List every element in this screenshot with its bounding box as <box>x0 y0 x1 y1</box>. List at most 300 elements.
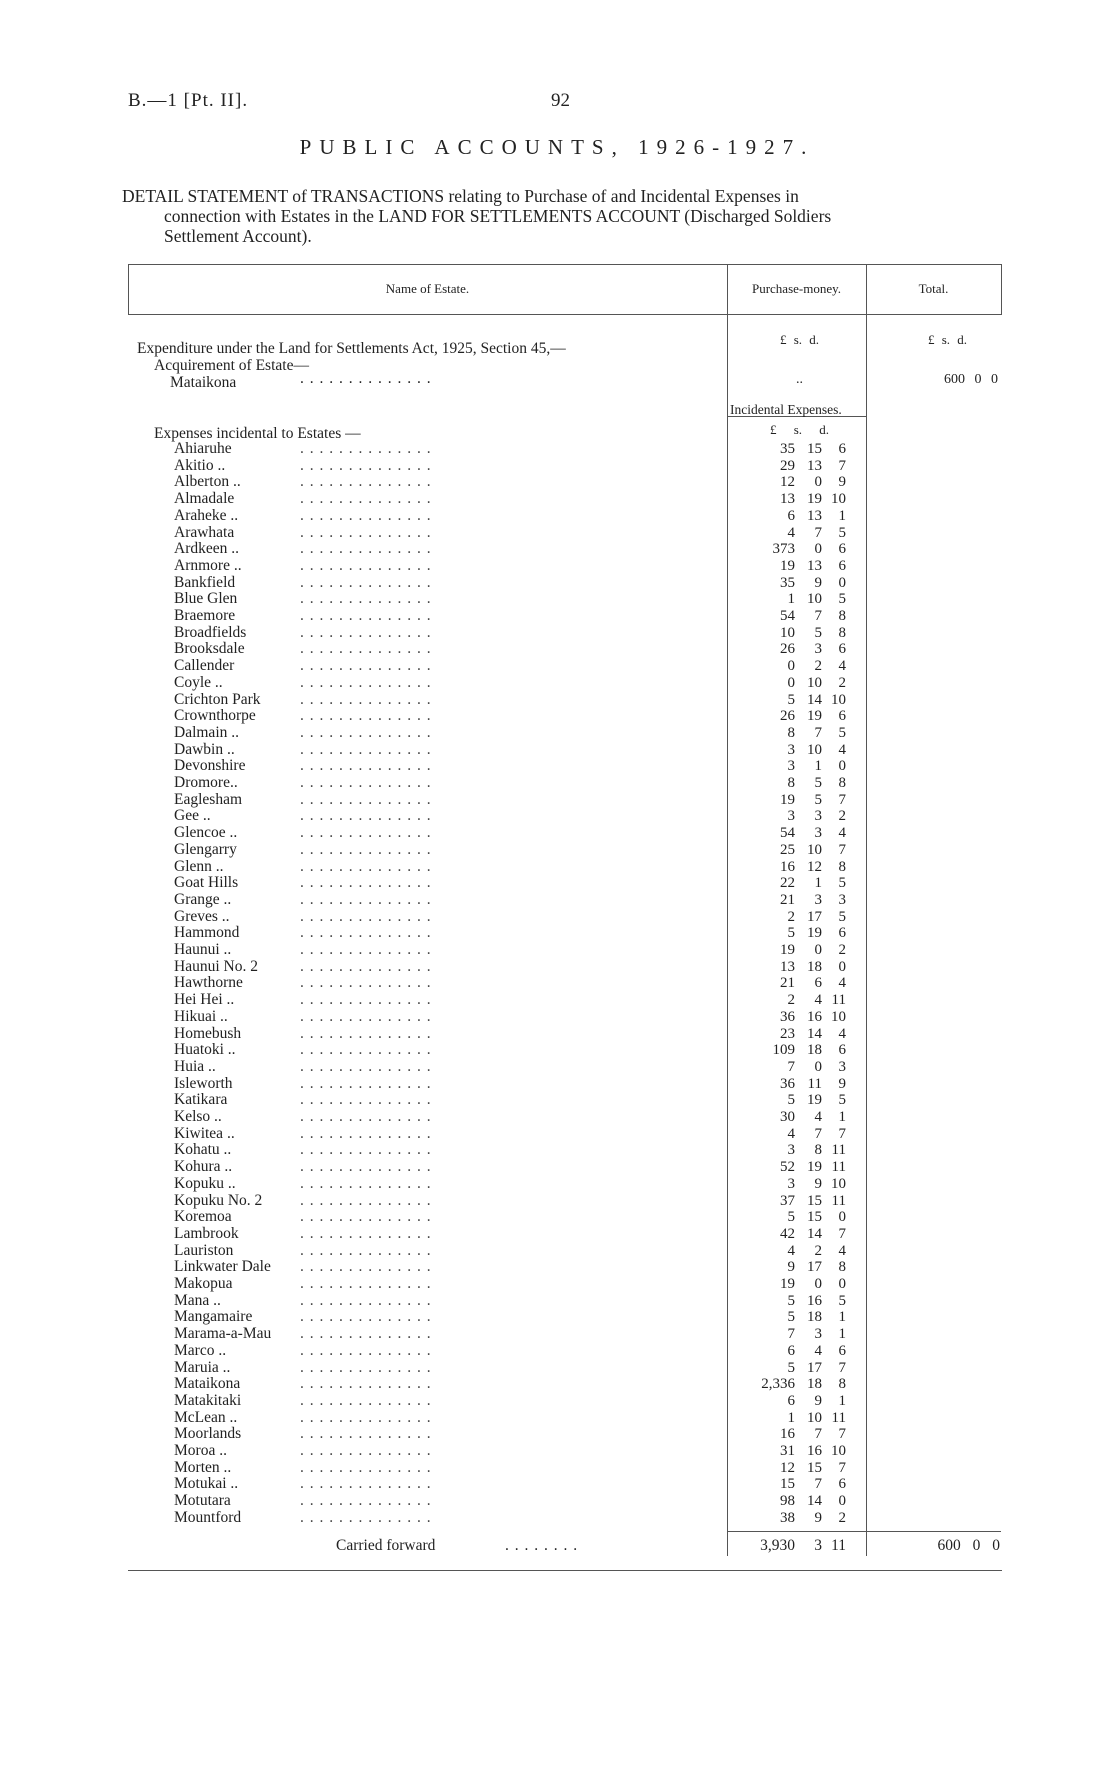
incidental-amount <box>740 525 860 542</box>
amount-pence: 6 <box>838 641 846 658</box>
leader-dots: . . . . . . . . . . . . . . <box>300 1493 432 1510</box>
table-row <box>0 474 1114 491</box>
incidental-amount <box>740 808 860 825</box>
leader-dots: . . . . . . . . . . . . . . <box>300 457 432 474</box>
table-row <box>0 959 1114 976</box>
amount-pence: 7 <box>838 1225 846 1242</box>
table-row <box>0 575 1114 592</box>
amount-pounds: 9 <box>787 1259 795 1276</box>
leader-dots: . . . . . . . . . . . . . . <box>300 1125 432 1142</box>
leader-dots: . . . . . . . . . . . . . . <box>300 1259 432 1276</box>
amount-shillings: 3 <box>814 891 822 908</box>
incidental-amount <box>740 942 860 959</box>
table-row <box>0 1009 1114 1026</box>
amount-shillings: 12 <box>807 858 822 875</box>
estate-name: Moorlands <box>174 1425 242 1443</box>
amount-pounds: 0 <box>787 674 795 691</box>
leader-dots: . . . . . . . . . . . . . . <box>300 775 432 791</box>
amount-pounds: 35 <box>780 574 795 591</box>
amount-shillings: 14 <box>807 1025 822 1042</box>
incidental-amount <box>740 1309 860 1326</box>
estate-name: Araheke .. <box>174 506 239 524</box>
table-row <box>0 458 1114 475</box>
table-row <box>0 1343 1114 1360</box>
leader-dots: . . . . . . . . . . . . . . <box>300 724 432 741</box>
table-row <box>0 1460 1114 1477</box>
amount-pounds: 373 <box>772 541 795 558</box>
incidental-title: Expenses incidental to Estates — <box>154 425 361 442</box>
table-row <box>0 808 1114 825</box>
amount-pounds: 1 <box>787 1409 795 1426</box>
incidental-amount <box>740 1460 860 1477</box>
incidental-amount <box>740 1059 860 1076</box>
incidental-amount <box>740 1226 860 1243</box>
amount-pence: 6 <box>838 557 846 574</box>
amount-pence: 9 <box>838 474 846 491</box>
amount-pounds: 19 <box>780 557 795 574</box>
page-number: 92 <box>551 90 570 111</box>
acquirement-purchase: .. <box>796 372 803 387</box>
amount-pounds: 26 <box>780 641 795 658</box>
leader-dots: . . . . . . . . . . . . . . <box>300 1008 432 1025</box>
leader-dots: . . . . . . . . . . . . . . <box>300 1092 432 1109</box>
table-row <box>0 1426 1114 1443</box>
amount-shillings: 14 <box>807 1225 822 1242</box>
estate-name: Isleworth <box>174 1074 233 1092</box>
leader-dots: . . . . . . . . . . . . . . <box>300 507 432 524</box>
table-row <box>0 1326 1114 1343</box>
amount-pence: 4 <box>838 658 846 675</box>
table-row <box>0 708 1114 725</box>
amount-pounds: 5 <box>787 1292 795 1309</box>
amount-shillings: 6 <box>814 975 822 992</box>
incidental-amount <box>740 825 860 842</box>
estate-name: Brooksdale <box>174 640 245 658</box>
leader-dots: . . . . . . . . . . . . . . <box>300 1025 432 1042</box>
amount-shillings: 10 <box>807 1409 822 1426</box>
table-row <box>0 842 1114 859</box>
table-row <box>0 1243 1114 1260</box>
table-row <box>0 1410 1114 1427</box>
estate-name: Braemore <box>174 607 236 624</box>
table-row <box>0 1226 1114 1243</box>
incidental-amount <box>740 1343 860 1360</box>
amount-pounds: 36 <box>780 1008 795 1025</box>
estate-name: Broadfields <box>174 623 247 641</box>
column-header-purchase: Purchase-money. <box>751 281 842 296</box>
leader-dots: . . . . . . . . . . . . . . <box>300 925 432 942</box>
carried-forward-pence: 11 <box>831 1537 846 1554</box>
amount-pounds: 4 <box>787 524 795 541</box>
amount-pounds: 2 <box>787 908 795 925</box>
incidental-amount <box>740 725 860 742</box>
leader-dots: . . . . . . . . . . . . . . <box>300 1109 432 1125</box>
amount-shillings: 7 <box>814 608 822 624</box>
amount-pounds: 19 <box>780 1276 795 1292</box>
incidental-amount <box>740 1276 860 1293</box>
amount-shillings: 5 <box>814 791 822 808</box>
amount-shillings: 15 <box>807 1192 822 1209</box>
acquirement-total: 600 0 0 <box>944 372 998 387</box>
estate-name: Akitio .. <box>174 456 226 474</box>
amount-pence: 5 <box>838 875 846 892</box>
leader-dots: . . . . . . . . . . . . . . <box>300 1359 432 1376</box>
estate-name: Homebush <box>174 1024 242 1042</box>
incidental-amount <box>740 1109 860 1126</box>
estate-name: Mana .. <box>174 1291 221 1309</box>
incidental-amount <box>740 1209 860 1226</box>
amount-pence: 11 <box>831 1142 846 1159</box>
incidental-amount <box>740 909 860 926</box>
document-reference: B.—1 [Pt. II]. <box>128 90 249 111</box>
amount-pounds: 16 <box>780 1426 795 1443</box>
amount-shillings: 3 <box>814 641 822 658</box>
estate-name: Haunui No. 2 <box>174 957 258 975</box>
incidental-amount <box>740 658 860 675</box>
estate-name: Blue Glen <box>174 590 238 608</box>
leader-dots: . . . . . . . . . . . . . . <box>300 1292 432 1309</box>
amount-shillings: 13 <box>807 457 822 474</box>
incidental-amount <box>740 1360 860 1377</box>
amount-shillings: 16 <box>807 1292 822 1309</box>
table-row <box>0 1159 1114 1176</box>
amount-pence: 0 <box>838 758 846 775</box>
leader-dots: . . . . . . . . . . . . . . <box>300 474 432 491</box>
table-top-rule <box>128 264 1002 265</box>
amount-pence: 8 <box>838 775 846 791</box>
table-row <box>0 1276 1114 1293</box>
amount-shillings: 1 <box>814 875 822 892</box>
amount-pounds: 35 <box>780 441 795 457</box>
amount-shillings: 3 <box>814 825 822 842</box>
table-row <box>0 1510 1114 1527</box>
incidental-amount <box>740 758 860 775</box>
heading-line-2: connection with Estates in the LAND FOR SETTLEMENTS ACCOUNT (Discharged Soldiers <box>164 206 832 226</box>
estate-name: Haunui .. <box>174 941 232 958</box>
amount-pounds: 22 <box>780 875 795 892</box>
table-row <box>0 1309 1114 1326</box>
leader-dots: . . . . . . . . . . . . . . <box>300 441 432 457</box>
amount-pence: 6 <box>838 441 846 457</box>
amount-shillings: 16 <box>807 1008 822 1025</box>
amount-shillings: 9 <box>814 1392 822 1409</box>
amount-pounds: 98 <box>780 1493 795 1510</box>
leader-dots: . . . . . . . . . . . . . . <box>300 641 432 658</box>
amount-pence: 6 <box>838 1476 846 1493</box>
amount-pounds: 0 <box>787 658 795 675</box>
incidental-amount <box>740 1009 860 1026</box>
amount-pence: 0 <box>838 1493 846 1510</box>
estate-name: Maruia .. <box>174 1358 231 1376</box>
estate-name: Hei Hei .. <box>174 991 235 1009</box>
amount-pence: 8 <box>838 858 846 875</box>
incidental-amount <box>740 959 860 976</box>
amount-pounds: 12 <box>780 1459 795 1476</box>
table-row <box>0 1476 1114 1493</box>
amount-pence: 10 <box>831 1443 846 1459</box>
amount-shillings: 4 <box>814 992 822 1009</box>
amount-pounds: 1 <box>787 591 795 608</box>
carried-forward-purchase <box>740 1537 860 1555</box>
amount-shillings: 7 <box>814 524 822 541</box>
incidental-amount <box>740 675 860 692</box>
amount-shillings: 3 <box>814 1326 822 1343</box>
table-row <box>0 1193 1114 1210</box>
leader-dots: . . . . . . . . . . . . . . <box>300 1509 432 1526</box>
amount-shillings: 11 <box>807 1075 822 1092</box>
table-row <box>0 758 1114 775</box>
leader-dots: . . . . . . . . . . . . . . <box>300 1159 432 1176</box>
estate-name: Huia .. <box>174 1057 216 1075</box>
amount-pounds: 5 <box>787 1209 795 1226</box>
amount-pence: 6 <box>838 541 846 558</box>
heading-line-1: DETAIL STATEMENT of TRANSACTIONS relating to Purchase of and Incidental Expenses in <box>122 186 799 206</box>
leader-dots: . . . . . . . . . . . . . . <box>300 1309 432 1326</box>
amount-pounds: 36 <box>780 1075 795 1092</box>
amount-shillings: 2 <box>814 658 822 675</box>
leader-dots: . . . . . . . . . . . . . . <box>300 1409 432 1426</box>
amount-shillings: 13 <box>807 557 822 574</box>
leader-dots: . . . . . . . . . . . . . . <box>300 557 432 574</box>
estate-name: Marama-a-Mau <box>174 1325 272 1343</box>
leader-dots: . . . . . . . . . . . . . . <box>300 1443 432 1459</box>
incidental-amount <box>740 1176 860 1193</box>
leader-dots: . . . . . . . . . . . . . . <box>300 624 432 641</box>
table-row <box>0 1042 1114 1059</box>
leader-dots: . . . . . . . . . . . . . . <box>300 1058 432 1075</box>
estate-name: Kohatu .. <box>174 1141 232 1159</box>
amount-shillings: 10 <box>807 591 822 608</box>
incidental-amount <box>740 474 860 491</box>
leader-dots: . . . . . . . . . . . . . . <box>300 491 432 508</box>
incidental-amount <box>740 558 860 575</box>
table-row <box>0 775 1114 792</box>
table-row <box>0 1076 1114 1093</box>
estate-name: Dalmain .. <box>174 723 239 741</box>
amount-pence: 4 <box>838 1242 846 1259</box>
acquirement-title: Acquirement of Estate— <box>154 357 309 374</box>
amount-pounds: 4 <box>787 1125 795 1142</box>
estate-name: Makopua <box>174 1275 233 1292</box>
amount-shillings: 4 <box>814 1109 822 1125</box>
leader-dots: . . . . . . . . . . . . . . <box>300 992 432 1009</box>
amount-pence: 1 <box>838 1326 846 1343</box>
estate-name: Ahiaruhe <box>174 440 232 457</box>
acquirement-estate: Mataikona <box>170 374 237 391</box>
amount-shillings: 18 <box>807 1042 822 1059</box>
amount-pounds: 54 <box>780 608 795 624</box>
estate-name: Marco .. <box>174 1341 227 1359</box>
amount-shillings: 8 <box>814 1142 822 1159</box>
table-row <box>0 491 1114 508</box>
incidental-amount <box>740 1193 860 1210</box>
leader-dots: . . . . . . . . . . . . . . <box>300 841 432 858</box>
amount-shillings: 3 <box>814 808 822 825</box>
incidental-amount <box>740 742 860 759</box>
amount-pounds: 26 <box>780 708 795 725</box>
incidental-amount <box>740 775 860 792</box>
amount-pence: 7 <box>838 1359 846 1376</box>
table-row <box>0 992 1114 1009</box>
estate-name: Matakitaki <box>174 1391 242 1409</box>
leader-dots: . . . . . . . . . . . . . . <box>300 1326 432 1343</box>
leader-dots: . . . . . . . . . . . . . . <box>300 1342 432 1359</box>
leader-dots: . . . . . . . . . . . . . . <box>300 1242 432 1259</box>
incidental-amount <box>740 1410 860 1427</box>
leader-dots: . . . . . . . . . . . . . . <box>300 942 432 958</box>
incidental-amount <box>740 708 860 725</box>
table-row <box>0 591 1114 608</box>
amount-shillings: 0 <box>814 942 822 958</box>
incidental-amount <box>740 892 860 909</box>
amount-pounds: 5 <box>787 1359 795 1376</box>
amount-shillings: 10 <box>807 741 822 758</box>
estate-name: Motutara <box>174 1492 231 1510</box>
amount-pounds: 42 <box>780 1225 795 1242</box>
amount-pounds: 3 <box>787 741 795 758</box>
estate-name: Glenn .. <box>174 857 224 875</box>
incidental-amount <box>740 441 860 458</box>
amount-shillings: 15 <box>807 1209 822 1226</box>
incidental-amount <box>740 1393 860 1410</box>
estate-name: Ardkeen .. <box>174 540 239 558</box>
amount-pence: 9 <box>838 1075 846 1092</box>
estate-name: Gee .. <box>174 807 211 825</box>
incidental-amount <box>740 1293 860 1310</box>
estate-name: Kiwitea .. <box>174 1124 235 1142</box>
leader-dots: . . . . . . . . . . . . . . <box>300 1192 432 1209</box>
amount-pounds: 16 <box>780 858 795 875</box>
estate-name: Arawhata <box>174 523 235 541</box>
estate-name: Kopuku .. <box>174 1174 236 1192</box>
carried-forward-pounds: 3,930 <box>760 1537 795 1554</box>
amount-pence: 0 <box>838 958 846 975</box>
amount-pounds: 12 <box>780 474 795 491</box>
incidental-amount <box>740 1510 860 1527</box>
amount-shillings: 18 <box>807 1309 822 1326</box>
amount-shillings: 15 <box>807 441 822 457</box>
amount-shillings: 19 <box>807 925 822 942</box>
incidental-amount <box>740 1476 860 1493</box>
estate-name: Arnmore .. <box>174 556 242 574</box>
leader-dots: . . . . . . . . . . . . . . <box>300 1225 432 1242</box>
incidental-amount <box>740 1426 860 1443</box>
column-header-total: Total. <box>918 281 949 296</box>
estate-name: Koremoa <box>174 1208 232 1226</box>
leader-dots: . . . . . . . . . . . . . . <box>300 1209 432 1226</box>
leader-dots: . . . . . . . . . . . . . . <box>300 791 432 808</box>
amount-shillings: 19 <box>807 491 822 508</box>
amount-pence: 6 <box>838 1342 846 1359</box>
table-row <box>0 925 1114 942</box>
estate-name: Eaglesham <box>174 790 243 808</box>
incidental-amount <box>740 1026 860 1043</box>
amount-shillings: 17 <box>807 908 822 925</box>
amount-pounds: 25 <box>780 841 795 858</box>
amount-shillings: 9 <box>814 1509 822 1526</box>
amount-pence: 11 <box>831 1159 846 1176</box>
incidental-amount <box>740 1126 860 1143</box>
amount-pence: 7 <box>838 1426 846 1443</box>
incidental-amount <box>740 692 860 709</box>
table-row <box>0 1092 1114 1109</box>
amount-pounds: 21 <box>780 975 795 992</box>
amount-shillings: 1 <box>814 758 822 775</box>
table-row <box>0 625 1114 642</box>
leader-dots: . . . . . . . . . . . . . . <box>300 875 432 892</box>
amount-pence: 5 <box>838 724 846 741</box>
amount-pence: 5 <box>838 1292 846 1309</box>
incidental-amount <box>740 975 860 992</box>
incidental-amount <box>740 1326 860 1343</box>
incidental-amount <box>740 608 860 625</box>
table-header-rule <box>128 314 1002 315</box>
amount-pounds: 6 <box>787 1392 795 1409</box>
table-row <box>0 1493 1114 1510</box>
incidental-units: £ s. d. <box>770 422 830 437</box>
leader-dots: . . . . . . . . . . . . . . <box>300 1376 432 1393</box>
amount-pounds: 54 <box>780 825 795 842</box>
amount-shillings: 19 <box>807 1159 822 1176</box>
estate-name: Almadale <box>174 490 235 508</box>
amount-pounds: 7 <box>787 1058 795 1075</box>
table-row <box>0 1059 1114 1076</box>
amount-pence: 8 <box>838 1259 846 1276</box>
amount-pence: 7 <box>838 1459 846 1476</box>
estate-name: Mangamaire <box>174 1308 253 1326</box>
amount-pounds: 2,336 <box>761 1376 795 1393</box>
incidental-amount <box>740 925 860 942</box>
amount-shillings: 14 <box>807 1493 822 1510</box>
amount-pounds: 38 <box>780 1509 795 1526</box>
table-row <box>0 875 1114 892</box>
incidental-amount <box>740 1142 860 1159</box>
estate-name: Coyle .. <box>174 673 223 691</box>
amount-shillings: 7 <box>814 1426 822 1443</box>
amount-pence: 0 <box>838 574 846 591</box>
estate-name: Dawbin .. <box>174 740 235 758</box>
amount-pounds: 52 <box>780 1159 795 1176</box>
amount-pence: 1 <box>838 1109 846 1125</box>
leader-dots: . . . . . . . . . . . . . . <box>300 825 432 842</box>
leader-dots: . . . . . . . . . . . . . . <box>300 1459 432 1476</box>
table-row <box>0 742 1114 759</box>
amount-pounds: 3 <box>787 808 795 825</box>
incidental-amount <box>740 591 860 608</box>
estate-name: Hikuai .. <box>174 1007 228 1025</box>
estate-name: Katikara <box>174 1091 228 1109</box>
amount-shillings: 0 <box>814 1058 822 1075</box>
amount-pence: 5 <box>838 908 846 925</box>
amount-shillings: 5 <box>814 775 822 791</box>
incidental-amount <box>740 1159 860 1176</box>
amount-pence: 1 <box>838 507 846 524</box>
incidental-amount <box>740 1259 860 1276</box>
leader-dots: . . . . . . . . . . . . . . <box>300 758 432 775</box>
amount-pounds: 6 <box>787 507 795 524</box>
carried-forward-label: Carried forward <box>336 1537 436 1554</box>
leader-dots: . . . . . . . . . . . . . . <box>300 708 432 725</box>
estate-name: Glengarry <box>174 840 237 858</box>
leader-dots: . . . . . . . . . . . . . . <box>300 658 432 675</box>
leader-dots: . . . . . . . . . . . . . . <box>300 1075 432 1092</box>
table-row <box>0 1393 1114 1410</box>
amount-pence: 10 <box>831 1175 846 1192</box>
amount-pounds: 3 <box>787 758 795 775</box>
amount-shillings: 10 <box>807 841 822 858</box>
amount-shillings: 5 <box>814 624 822 641</box>
amount-pounds: 8 <box>787 724 795 741</box>
